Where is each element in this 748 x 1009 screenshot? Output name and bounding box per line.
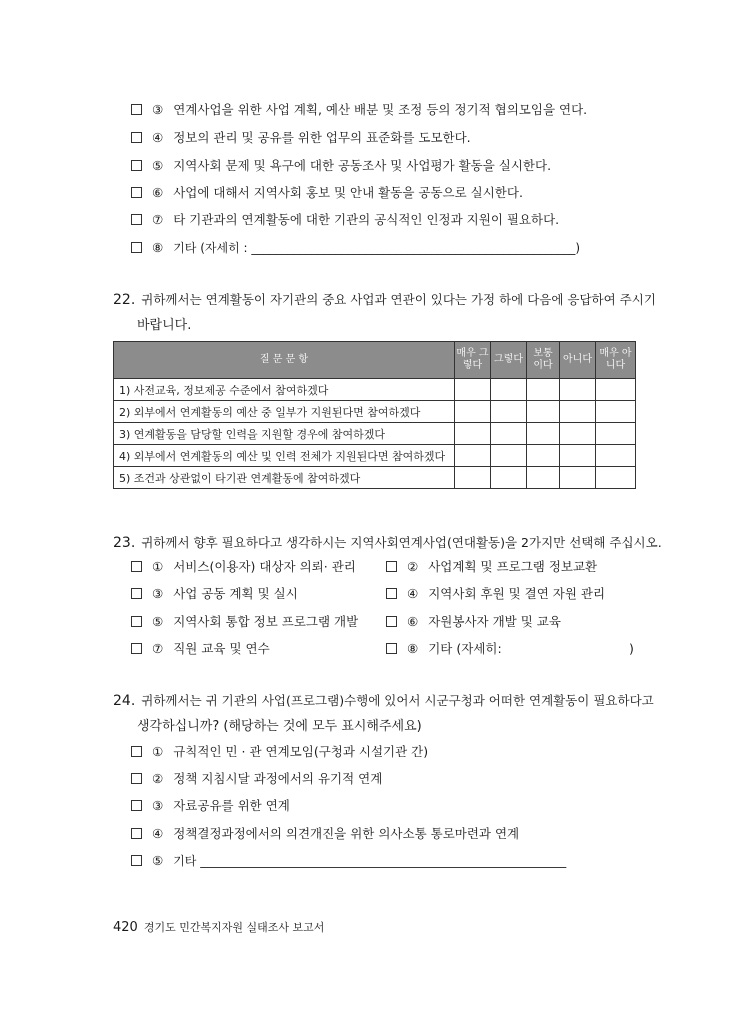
response-cell[interactable] [527, 467, 560, 489]
q23-option-1[interactable]: ① 서비스(이용자) 대상자 의뢰· 관리 [131, 559, 356, 575]
q21-option-5[interactable]: ⑤ 지역사회 문제 및 욕구에 대한 공동조사 및 사업평가 활동을 실시한다. [131, 158, 551, 174]
checkbox-icon[interactable] [131, 561, 142, 572]
checkbox-icon[interactable] [131, 855, 142, 866]
q21-option-4[interactable]: ④ 정보의 관리 및 공유를 위한 업무의 표준화를 도모한다. [131, 130, 471, 146]
table-row [114, 423, 636, 445]
response-cell[interactable] [527, 379, 560, 401]
response-cell[interactable] [560, 445, 596, 467]
checkbox-icon[interactable] [131, 214, 142, 225]
page-footer [113, 919, 324, 935]
q21-option-3[interactable]: ③ 연계사업을 위한 사업 계획, 예산 배분 및 조정 등의 정기적 협의모임을 연다. [131, 102, 587, 118]
page-number: 420 [113, 920, 138, 935]
response-cell[interactable] [596, 423, 636, 445]
q22-response-table [113, 341, 636, 489]
response-cell[interactable] [596, 467, 636, 489]
response-cell[interactable] [455, 401, 491, 423]
response-cell[interactable] [527, 445, 560, 467]
checkbox-icon[interactable] [386, 588, 397, 599]
q24-option-1[interactable]: ① 규칙적인 민 · 관 연계모임(구청과 시설기관 간) [131, 744, 428, 760]
checkbox-icon[interactable] [131, 242, 142, 253]
response-cell[interactable] [455, 467, 491, 489]
row-question: 1) 사전교육, 정보제공 수준에서 참여하겠다 [114, 379, 455, 401]
checkbox-icon[interactable] [131, 132, 142, 143]
response-cell[interactable] [527, 423, 560, 445]
header-strongly-agree: 매우 그렇다 [455, 342, 491, 379]
table-row [114, 445, 636, 467]
row-question: 4) 외부에서 연계활동의 예산 및 인력 전체가 지원된다면 참여하겠다 [114, 445, 455, 467]
row-question: 3) 연계활동을 담당할 인력을 지원할 경우에 참여하겠다 [114, 423, 455, 445]
table-row [114, 401, 636, 423]
checkbox-icon[interactable] [131, 187, 142, 198]
response-cell[interactable] [560, 401, 596, 423]
header-neutral: 보통 이다 [527, 342, 560, 379]
response-cell[interactable] [455, 379, 491, 401]
q21-option-6[interactable]: ⑥ 사업에 대해서 지역사회 홍보 및 안내 활동을 공동으로 실시한다. [131, 185, 523, 201]
response-cell[interactable] [455, 445, 491, 467]
response-cell[interactable] [491, 379, 527, 401]
q23-option-4[interactable]: ④ 지역사회 후원 및 결연 자원 관리 [386, 586, 605, 602]
q23-option-5[interactable]: ⑤ 지역사회 통합 정보 프로그램 개발 [131, 614, 358, 630]
q23-question: 23. 귀하께서 향후 필요하다고 생각하시는 지역사회연계사업(연대활동)을 2가지만 선택해 주십시오. [113, 535, 662, 551]
q22-question: 22. 귀하께서는 연계활동이 자기관의 중요 사업과 연관이 있다는 가정 하에 다음에 응답하여 주시기 [113, 292, 656, 308]
q24-option-2[interactable]: ② 정책 지침시달 과정에서의 유기적 연계 [131, 771, 382, 787]
q23-option-7[interactable]: ⑦ 직원 교육 및 연수 [131, 641, 270, 657]
q23-option-3[interactable]: ③ 사업 공동 계획 및 실시 [131, 586, 298, 602]
table-row [114, 379, 636, 401]
checkbox-icon[interactable] [131, 643, 142, 654]
q24-question: 24. 귀하께서는 귀 기관의 사업(프로그램)수행에 있어서 시군구청과 어떠한 연계활동이 필요하다고 [113, 693, 654, 709]
q23-option-8[interactable]: ⑧ 기타 (자세히: [386, 641, 502, 657]
checkbox-icon[interactable] [386, 561, 397, 572]
checkbox-icon[interactable] [386, 616, 397, 627]
response-cell[interactable] [527, 401, 560, 423]
q24-option-3[interactable]: ③ 자료공유를 위한 연계 [131, 798, 290, 814]
checkbox-icon[interactable] [131, 773, 142, 784]
checkbox-icon[interactable] [131, 746, 142, 757]
response-cell[interactable] [491, 401, 527, 423]
q21-option-7[interactable]: ⑦ 타 기관과의 연계활동에 대한 기관의 공식적인 인정과 지원이 필요하다. [131, 212, 559, 228]
response-cell[interactable] [455, 423, 491, 445]
checkbox-icon[interactable] [131, 160, 142, 171]
response-cell[interactable] [491, 423, 527, 445]
q23-option-8-close: ) [629, 641, 634, 656]
checkbox-icon[interactable] [131, 800, 142, 811]
q23-option-6[interactable]: ⑥ 자원봉사자 개발 및 교육 [386, 614, 561, 630]
table-header-row [114, 342, 636, 379]
q22-question-line2: 바랍니다. [137, 318, 192, 333]
q24-question-line2: 생각하십니까? (해당하는 것에 모두 표시해주세요) [137, 719, 422, 734]
header-question: 질 문 문 항 [114, 342, 455, 379]
response-cell[interactable] [491, 445, 527, 467]
response-cell[interactable] [596, 445, 636, 467]
header-disagree: 아니다 [560, 342, 596, 379]
response-cell[interactable] [491, 467, 527, 489]
footer-title: 경기도 민간복지자원 실태조사 보고서 [143, 921, 325, 934]
response-cell[interactable] [560, 379, 596, 401]
response-cell[interactable] [596, 379, 636, 401]
header-agree: 그렇다 [491, 342, 527, 379]
response-cell[interactable] [596, 401, 636, 423]
row-question: 5) 조건과 상관없이 타기관 연계활동에 참여하겠다 [114, 467, 455, 489]
q21-option-8[interactable]: ⑧ 기타 (자세히 : ______________________________________________________) [131, 240, 580, 256]
checkbox-icon[interactable] [131, 104, 142, 115]
response-cell[interactable] [560, 467, 596, 489]
header-strongly-disagree: 매우 아니다 [596, 342, 636, 379]
checkbox-icon[interactable] [131, 828, 142, 839]
checkbox-icon[interactable] [386, 643, 397, 654]
row-question: 2) 외부에서 연계활동의 예산 중 일부가 지원된다면 참여하겠다 [114, 401, 455, 423]
q24-option-5[interactable]: ⑤ 기타 _____________________________________________________________ [131, 853, 566, 869]
response-cell[interactable] [560, 423, 596, 445]
q24-option-4[interactable]: ④ 정책결정과정에서의 의견개진을 위한 의사소통 통로마련과 연계 [131, 826, 519, 842]
checkbox-icon[interactable] [131, 588, 142, 599]
checkbox-icon[interactable] [131, 616, 142, 627]
table-row [114, 467, 636, 489]
q23-option-2[interactable]: ② 사업계획 및 프로그램 정보교환 [386, 559, 597, 575]
